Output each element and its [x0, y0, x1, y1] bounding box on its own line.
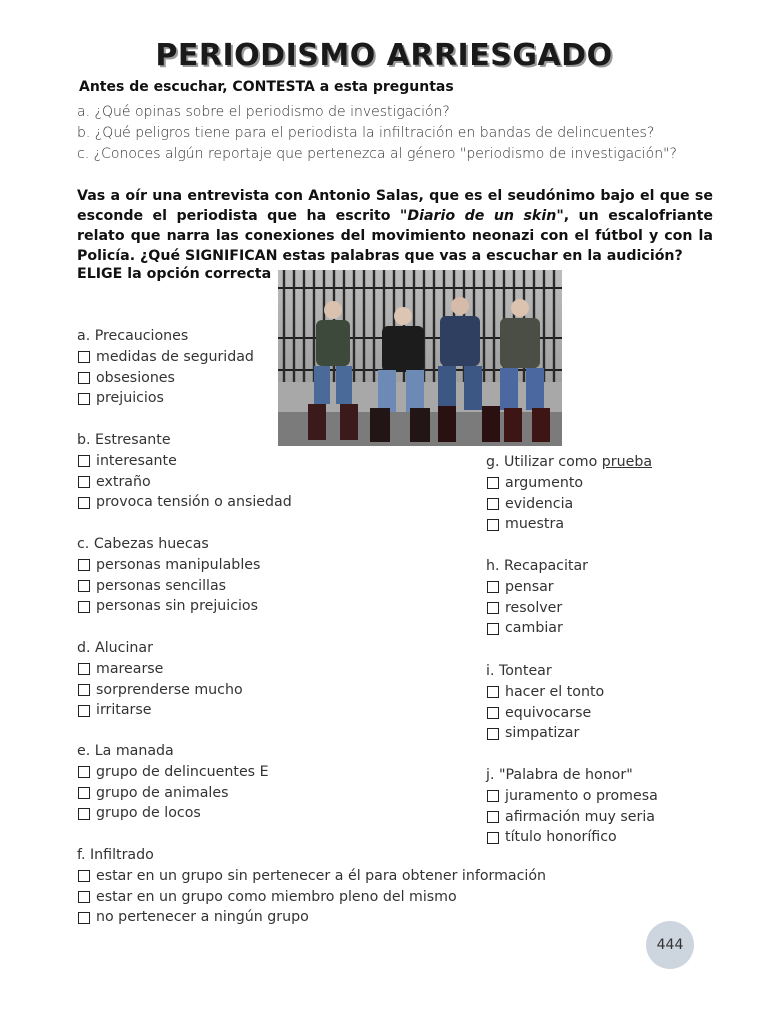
vocab-word: h. Recapacitar: [486, 558, 588, 574]
option-label: título honorífico: [505, 829, 617, 846]
checkbox-icon[interactable]: [78, 601, 90, 613]
vocab-word: i. Tontear: [486, 663, 552, 679]
vocab-word-prefix: g. Utilizar como: [486, 454, 602, 470]
option[interactable]: [486, 682, 604, 703]
checkbox-icon[interactable]: [78, 684, 90, 696]
option[interactable]: [486, 723, 604, 744]
checkbox-icon[interactable]: [487, 811, 499, 823]
instruction: ELIGE la opción correcta: [77, 266, 272, 282]
checkbox-icon[interactable]: [78, 870, 90, 882]
intro-text-1: Vas a oír una entrevista con Antonio Salas, que es el seudónimo bajo el que se esconde el periodista que ha escrito ": [77, 188, 713, 224]
vocab-word: b. Estresante: [77, 432, 171, 448]
option[interactable]: [77, 907, 546, 928]
option[interactable]: [77, 803, 269, 824]
book-title: Diario de un skin: [407, 208, 557, 224]
option-label: grupo de animales: [96, 784, 229, 801]
option[interactable]: [77, 783, 269, 804]
option[interactable]: [486, 618, 588, 639]
intro-text-2: ", un escalofriante relato que narra las conexiones del movimiento neonazi con el fútbol y con la Policía. ¿Qué SIGNIFICAN estas palabras que vas a escuchar en la audición?: [77, 208, 713, 264]
vocab-word: f. Infiltrado: [77, 847, 154, 863]
photo-skinheads-icon: [278, 270, 562, 446]
checkbox-icon[interactable]: [487, 832, 499, 844]
option-label: estar en un grupo como miembro pleno del mismo: [96, 888, 457, 905]
pre-listening-heading: Antes de escuchar, CONTESTA a esta preguntas: [79, 79, 454, 95]
checkbox-icon[interactable]: [78, 766, 90, 778]
option[interactable]: [77, 472, 292, 493]
option-label: grupo de locos: [96, 805, 201, 822]
option-label: equivocarse: [505, 704, 592, 721]
checkbox-icon[interactable]: [487, 728, 499, 740]
option-label: evidencia: [505, 495, 574, 512]
option-label: irritarse: [96, 702, 152, 719]
option-label: sorprenderse mucho: [96, 681, 243, 698]
option[interactable]: [77, 680, 243, 701]
option[interactable]: [486, 703, 604, 724]
skinheads-photo: [278, 270, 562, 446]
option-label: hacer el tonto: [505, 683, 605, 700]
checkbox-icon[interactable]: [487, 623, 499, 635]
checkbox-icon[interactable]: [78, 580, 90, 592]
checkbox-icon[interactable]: [78, 891, 90, 903]
vocab-word: a. Precauciones: [77, 328, 189, 344]
checkbox-icon[interactable]: [78, 351, 90, 363]
vocab-group-d: [77, 638, 243, 721]
option-label: simpatizar: [505, 725, 580, 742]
option-label: argumento: [505, 474, 584, 491]
option[interactable]: [486, 473, 652, 494]
option[interactable]: [486, 598, 588, 619]
checkbox-icon[interactable]: [78, 476, 90, 488]
checkbox-icon[interactable]: [487, 686, 499, 698]
option[interactable]: [77, 596, 260, 617]
option-label: no pertenecer a ningún grupo: [96, 909, 309, 926]
option[interactable]: [77, 762, 269, 783]
vocab-group-i: [486, 661, 604, 744]
option[interactable]: [77, 368, 254, 389]
option-label: personas sin prejuicios: [96, 598, 259, 615]
option-label: estar en un grupo sin pertenecer a él para obtener información: [96, 867, 547, 884]
checkbox-icon[interactable]: [487, 581, 499, 593]
checkbox-icon[interactable]: [78, 705, 90, 717]
vocab-word: e. La manada: [77, 743, 174, 759]
option[interactable]: [486, 494, 652, 515]
checkbox-icon[interactable]: [487, 477, 499, 489]
vocab-group-f: [77, 845, 546, 928]
option-label: interesante: [96, 452, 177, 469]
page-title: PERIODISMO ARRIESGADO: [155, 38, 613, 73]
vocab-group-j: [486, 765, 658, 848]
checkbox-icon[interactable]: [78, 372, 90, 384]
option[interactable]: [77, 576, 260, 597]
option[interactable]: [486, 827, 658, 848]
vocab-group-b: [77, 430, 292, 513]
option[interactable]: [77, 866, 546, 887]
vocab-word: j. "Palabra de honor": [486, 767, 633, 783]
checkbox-icon[interactable]: [78, 787, 90, 799]
option-label: juramento o promesa: [505, 787, 658, 804]
checkbox-icon[interactable]: [487, 602, 499, 614]
intro-paragraph: [77, 186, 713, 266]
vocab-group-e: [77, 741, 269, 824]
option[interactable]: [486, 514, 652, 535]
vocab-word-underlined: prueba: [601, 454, 653, 470]
checkbox-icon[interactable]: [78, 393, 90, 405]
option[interactable]: [77, 700, 243, 721]
option[interactable]: [77, 659, 243, 680]
checkbox-icon[interactable]: [78, 663, 90, 675]
option-label: extraño: [96, 473, 151, 490]
option-label: provoca tensión o ansiedad: [96, 494, 292, 511]
pre-question-c: c. ¿Conoces algún reportaje que pertenezca al género "periodismo de investigación"?: [77, 146, 677, 162]
option[interactable]: [77, 887, 546, 908]
option[interactable]: [77, 555, 260, 576]
vocab-group-g: [486, 452, 652, 535]
page-number-badge: 444: [646, 921, 694, 969]
option[interactable]: [77, 388, 254, 409]
option[interactable]: [486, 786, 658, 807]
checkbox-icon[interactable]: [78, 808, 90, 820]
vocab-group-a: [77, 326, 254, 409]
checkbox-icon[interactable]: [487, 790, 499, 802]
option-label: marearse: [96, 660, 164, 677]
option[interactable]: [77, 347, 254, 368]
vocab-group-h: [486, 556, 588, 639]
option-label: personas manipulables: [96, 556, 261, 573]
pre-question-b: b. ¿Qué peligros tiene para el periodista la infiltración en bandas de delincuentes?: [77, 125, 655, 141]
option-label: afirmación muy seria: [505, 808, 655, 825]
option[interactable]: [77, 451, 292, 472]
checkbox-icon[interactable]: [487, 707, 499, 719]
pre-question-a: a. ¿Qué opinas sobre el periodismo de investigación?: [77, 104, 450, 120]
vocab-word: d. Alucinar: [77, 640, 153, 656]
option-label: prejuicios: [96, 390, 164, 407]
vocab-word: [486, 452, 652, 473]
checkbox-icon[interactable]: [78, 455, 90, 467]
option[interactable]: [77, 492, 292, 513]
option[interactable]: [486, 577, 588, 598]
checkbox-icon[interactable]: [78, 497, 90, 509]
option[interactable]: [486, 807, 658, 828]
option-label: medidas de seguridad: [96, 348, 254, 365]
option-label: obsesiones: [96, 369, 175, 386]
option-label: cambiar: [505, 620, 563, 637]
vocab-word: c. Cabezas huecas: [77, 536, 209, 552]
option-label: grupo de delincuentes E: [96, 763, 269, 780]
checkbox-icon[interactable]: [487, 498, 499, 510]
checkbox-icon[interactable]: [487, 519, 499, 531]
checkbox-icon[interactable]: [78, 559, 90, 571]
vocab-group-c: [77, 534, 260, 617]
option-label: pensar: [505, 578, 554, 595]
option-label: muestra: [505, 516, 565, 533]
option-label: resolver: [505, 599, 563, 616]
checkbox-icon[interactable]: [78, 912, 90, 924]
option-label: personas sencillas: [96, 577, 227, 594]
